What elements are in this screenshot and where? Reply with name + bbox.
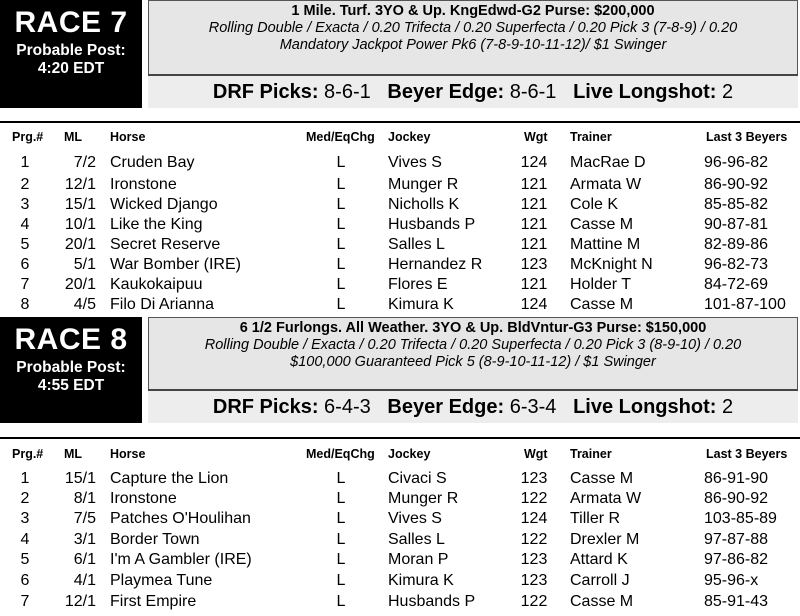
live-longshot-label: Live Longshot: <box>573 81 717 103</box>
jockey: Munger R <box>388 176 459 193</box>
med: L <box>336 256 346 273</box>
horse: War Bomber (IRE) <box>110 256 241 273</box>
prg: 6 <box>20 256 30 273</box>
wager-line: Mandatory Jackpot Power Pk6 (7-8-9-10-11-12)/ $1 Swinger <box>279 37 667 53</box>
trainer: Drexler M <box>570 531 640 548</box>
wgt: 122 <box>520 531 548 548</box>
ml: 8/1 <box>73 490 96 507</box>
prg: 2 <box>20 490 30 507</box>
table-row <box>0 255 800 275</box>
col-med: Med/EqChg <box>306 447 375 461</box>
race-7-column-headers <box>0 121 800 151</box>
prg: 4 <box>20 216 30 233</box>
wgt: 121 <box>520 216 548 233</box>
beyers: 95-96-x <box>704 572 759 589</box>
prg: 3 <box>20 510 30 527</box>
race-title: RACE 7 <box>14 6 128 39</box>
jockey: Kimura K <box>388 296 454 313</box>
med: L <box>336 490 346 507</box>
prg: 5 <box>20 551 30 568</box>
beyer-edge-label: Beyer Edge: <box>387 81 505 103</box>
trainer: Attard K <box>570 551 628 568</box>
col-ml: ML <box>64 130 83 144</box>
jockey: Civaci S <box>388 470 447 487</box>
wgt: 123 <box>520 551 548 568</box>
beyers: 97-87-88 <box>704 531 769 548</box>
wgt: 123 <box>520 256 548 273</box>
trainer: Tiller R <box>570 510 621 527</box>
trainer: Casse M <box>570 470 634 487</box>
ml: 3/1 <box>73 531 96 548</box>
ml: 10/1 <box>64 216 96 233</box>
ml: 12/1 <box>64 593 96 610</box>
horse: Wicked Django <box>110 196 218 213</box>
beyers: 103-85-89 <box>704 510 777 527</box>
col-horse: Horse <box>110 130 146 144</box>
ml: 12/1 <box>64 176 96 193</box>
prg: 2 <box>20 176 30 193</box>
table-row <box>0 153 800 173</box>
picks-bar <box>148 389 798 423</box>
horse: I'm A Gambler (IRE) <box>110 551 252 568</box>
table-row <box>0 530 800 550</box>
table-row <box>0 509 800 529</box>
med: L <box>336 154 346 171</box>
col-ml: ML <box>64 447 83 461</box>
med: L <box>336 296 346 313</box>
live-longshot-value: 2 <box>721 396 734 418</box>
table-row <box>0 235 800 255</box>
med: L <box>336 572 346 589</box>
ml: 20/1 <box>64 276 96 293</box>
wgt: 123 <box>520 572 548 589</box>
beyers: 84-72-69 <box>704 276 769 293</box>
wgt: 121 <box>520 276 548 293</box>
med: L <box>336 276 346 293</box>
wgt: 122 <box>520 593 548 610</box>
col-trainer: Trainer <box>570 447 612 461</box>
wgt: 121 <box>520 196 548 213</box>
ml: 15/1 <box>64 470 96 487</box>
wager-line: Rolling Double / Exacta / 0.20 Trifecta / 0.20 Superfecta / 0.20 Pick 3 (8-9-10) / 0.20 <box>204 337 742 353</box>
race-8-column-headers <box>0 437 800 467</box>
ml: 4/1 <box>73 572 96 589</box>
trainer: Holder T <box>570 276 632 293</box>
jockey: Husbands P <box>388 216 476 233</box>
jockey: Kimura K <box>388 572 454 589</box>
col-prg: Prg.# <box>12 447 44 461</box>
jockey: Munger R <box>388 490 459 507</box>
table-row <box>0 215 800 235</box>
prg: 7 <box>20 593 30 610</box>
beyer-edge-value: 6-3-4 <box>509 396 557 418</box>
horse: Border Town <box>110 531 200 548</box>
wager-line: $100,000 Guaranteed Pick 5 (8-9-10-11-12) / $1 Swinger <box>290 354 656 370</box>
post-time: 4:20 EDT <box>37 60 105 77</box>
table-row <box>0 175 800 195</box>
col-wgt: Wgt <box>524 447 548 461</box>
wgt: 121 <box>520 236 548 253</box>
horse: Filo Di Arianna <box>110 296 215 313</box>
col-jockey: Jockey <box>388 130 431 144</box>
wgt: 123 <box>520 470 548 487</box>
prg: 7 <box>20 276 30 293</box>
prg: 1 <box>20 470 30 487</box>
trainer: Casse M <box>570 216 634 233</box>
table-row <box>0 195 800 215</box>
jockey: Salles L <box>388 236 445 253</box>
prg: 6 <box>20 572 30 589</box>
beyers: 85-91-43 <box>704 593 769 610</box>
med: L <box>336 236 346 253</box>
wgt: 124 <box>520 154 548 171</box>
horse: Ironstone <box>110 490 177 507</box>
race-8-info-box <box>148 317 798 423</box>
med: L <box>336 196 346 213</box>
race-title: RACE 8 <box>14 323 128 356</box>
prg: 5 <box>20 236 30 253</box>
beyer-edge-value: 8-6-1 <box>509 81 557 103</box>
jockey: Husbands P <box>388 593 476 610</box>
horse: Ironstone <box>110 176 177 193</box>
ml: 15/1 <box>64 196 96 213</box>
drf-picks-value: 6-4-3 <box>324 396 371 418</box>
horse: Cruden Bay <box>110 154 195 171</box>
med: L <box>336 176 346 193</box>
live-longshot-value: 2 <box>721 81 734 103</box>
horse: Secret Reserve <box>110 236 221 253</box>
col-wgt: Wgt <box>524 130 548 144</box>
trainer: Cole K <box>570 196 619 213</box>
beyers: 82-89-86 <box>704 236 769 253</box>
ml: 6/1 <box>73 551 96 568</box>
col-trainer: Trainer <box>570 130 612 144</box>
race-7-header <box>0 0 800 110</box>
ml: 4/5 <box>73 296 96 313</box>
wgt: 124 <box>520 296 548 313</box>
race-conditions: 6 1/2 Furlongs. All Weather. 3YO & Up. BldVntur-G3 Purse: $150,000 <box>239 320 707 336</box>
col-med: Med/EqChg <box>306 130 375 144</box>
jockey: Moran P <box>388 551 449 568</box>
race-7-label-box <box>0 0 142 108</box>
table-row <box>0 489 800 509</box>
wgt: 121 <box>520 176 548 193</box>
med: L <box>336 510 346 527</box>
ml: 5/1 <box>73 256 96 273</box>
post-label: Probable Post: <box>16 42 126 59</box>
med: L <box>336 551 346 568</box>
trainer: MacRae D <box>570 154 646 171</box>
beyers: 86-90-92 <box>704 176 769 193</box>
col-beyers: Last 3 Beyers <box>706 130 788 144</box>
prg: 8 <box>20 296 30 313</box>
horse: Like the King <box>110 216 203 233</box>
post-label: Probable Post: <box>16 359 126 376</box>
beyers: 96-82-73 <box>704 256 769 273</box>
drf-picks-label: DRF Picks: <box>212 396 319 418</box>
horse: First Empire <box>110 593 197 610</box>
prg: 4 <box>20 531 30 548</box>
beyers: 96-96-82 <box>704 154 769 171</box>
col-jockey: Jockey <box>388 447 431 461</box>
table-row <box>0 469 800 489</box>
beyers: 86-91-90 <box>704 470 769 487</box>
picks-bar <box>148 74 798 108</box>
horse: Kaukokaipuu <box>110 276 203 293</box>
race-8-label-box <box>0 317 142 423</box>
med: L <box>336 470 346 487</box>
med: L <box>336 593 346 610</box>
table-row <box>0 275 800 295</box>
ml: 20/1 <box>64 236 96 253</box>
trainer: Carroll J <box>570 572 630 589</box>
race-8-header <box>0 317 800 427</box>
col-horse: Horse <box>110 447 146 461</box>
live-longshot-label: Live Longshot: <box>573 396 717 418</box>
jockey: Hernandez R <box>388 256 483 273</box>
trainer: Armata W <box>570 490 642 507</box>
horse: Capture the Lion <box>110 470 229 487</box>
horse: Patches O'Houlihan <box>110 510 251 527</box>
med: L <box>336 531 346 548</box>
wager-line: Rolling Double / Exacta / 0.20 Trifecta / 0.20 Superfecta / 0.20 Pick 3 (7-8-9) / 0.20 <box>208 20 738 36</box>
beyers: 101-87-100 <box>704 296 786 313</box>
prg: 1 <box>20 154 30 171</box>
beyers: 86-90-92 <box>704 490 769 507</box>
wgt: 124 <box>520 510 548 527</box>
beyers: 90-87-81 <box>704 216 769 233</box>
table-row <box>0 550 800 570</box>
jockey: Salles L <box>388 531 445 548</box>
trainer: McKnight N <box>570 256 653 273</box>
table-row <box>0 295 800 315</box>
table-row <box>0 592 800 612</box>
wgt: 122 <box>520 490 548 507</box>
beyers: 85-85-82 <box>704 196 769 213</box>
jockey: Vives S <box>388 154 442 171</box>
trainer: Armata W <box>570 176 642 193</box>
beyer-edge-label: Beyer Edge: <box>387 396 505 418</box>
trainer: Mattine M <box>570 236 641 253</box>
drf-picks-value: 8-6-1 <box>324 81 371 103</box>
ml: 7/5 <box>73 510 96 527</box>
prg: 3 <box>20 196 30 213</box>
table-row <box>0 571 800 591</box>
beyers: 97-86-82 <box>704 551 769 568</box>
col-beyers: Last 3 Beyers <box>706 447 788 461</box>
drf-picks-label: DRF Picks: <box>212 81 319 103</box>
med: L <box>336 216 346 233</box>
trainer: Casse M <box>570 593 634 610</box>
jockey: Vives S <box>388 510 442 527</box>
race-conditions: 1 Mile. Turf. 3YO & Up. KngEdwd-G2 Purse: $200,000 <box>291 3 655 19</box>
trainer: Casse M <box>570 296 634 313</box>
jockey: Flores E <box>388 276 448 293</box>
post-time: 4:55 EDT <box>37 377 105 394</box>
race-7-info-box <box>148 0 798 108</box>
horse: Playmea Tune <box>110 572 213 589</box>
ml: 7/2 <box>73 154 96 171</box>
col-prg: Prg.# <box>12 130 44 144</box>
jockey: Nicholls K <box>388 196 460 213</box>
